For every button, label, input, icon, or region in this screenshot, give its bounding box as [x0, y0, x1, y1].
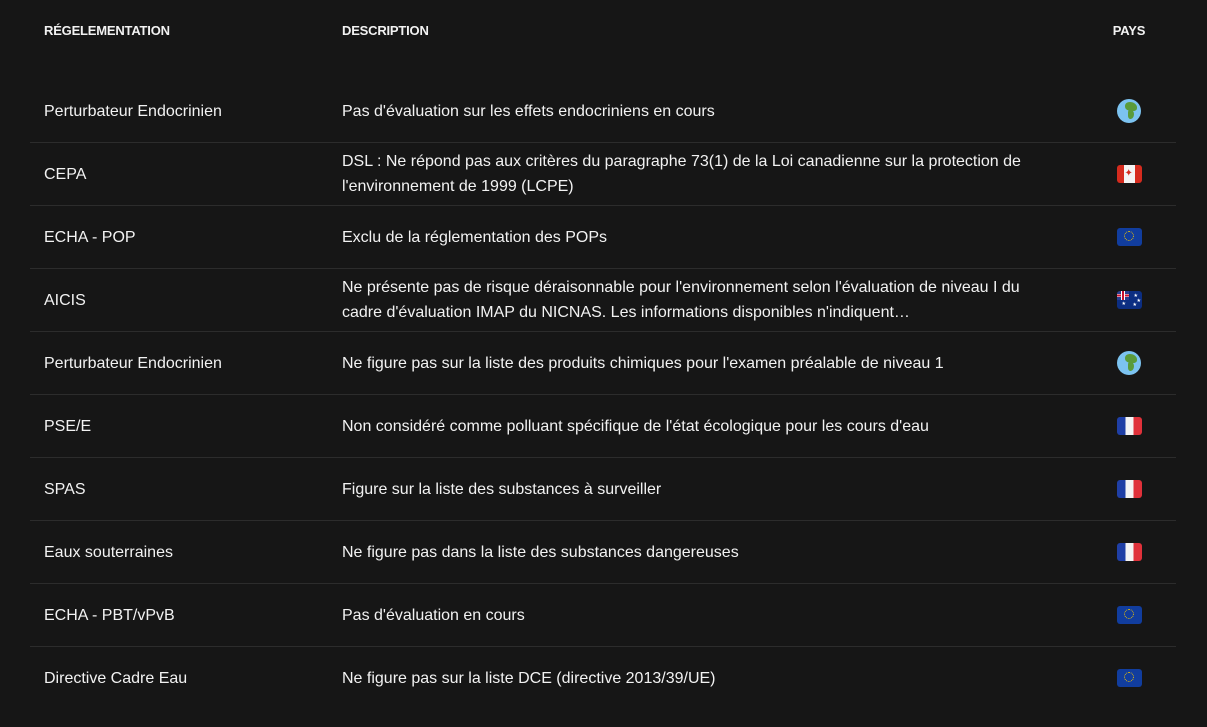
regulation-name: PSE/E	[44, 417, 92, 435]
regulation-description: Pas d'évaluation en cours	[342, 606, 525, 624]
regulation-description: DSL : Ne répond pas aux critères du paragraphe 73(1) de la Loi canadienne sur la protection de l'environnement de 1999 (LCPE)	[342, 153, 1021, 195]
regulation-name: Directive Cadre Eau	[44, 669, 188, 687]
regulation-description: Ne figure pas dans la liste des substances dangereuses	[342, 543, 739, 561]
header-country: PAYS	[1112, 22, 1146, 38]
regulation-name: ECHA - POP	[44, 228, 136, 246]
table-header	[30, 0, 1176, 70]
regulation-description: Ne figure pas sur la liste DCE (directive 2013/39/UE)	[342, 669, 716, 687]
country-cell	[1082, 351, 1176, 375]
regulation-name: SPAS	[44, 480, 86, 498]
regulation-description: Figure sur la liste des substances à surveiller	[342, 480, 662, 498]
table-row	[30, 584, 1176, 647]
country-cell	[1082, 165, 1176, 183]
regulations-table	[30, 0, 1176, 709]
globe-icon	[1117, 351, 1141, 375]
canada-flag-icon: ✦	[1117, 165, 1142, 183]
regulation-name: Perturbateur Endocrinien	[44, 354, 222, 372]
table-row	[30, 458, 1176, 521]
regulation-description: Ne figure pas sur la liste des produits chimiques pour l'examen préalable de niveau 1	[342, 354, 944, 372]
table-row	[30, 80, 1176, 143]
table-row	[30, 269, 1176, 332]
table-row	[30, 521, 1176, 584]
eu-flag-icon	[1117, 606, 1142, 624]
country-cell	[1082, 480, 1176, 498]
france-flag-icon	[1117, 480, 1142, 498]
eu-flag-icon	[1117, 228, 1142, 246]
table-row	[30, 395, 1176, 458]
header-description: DESCRIPTION	[342, 22, 429, 38]
regulation-description: Ne présente pas de risque déraisonnable pour l'environnement selon l'évaluation de niveau I du cadre d'évaluation IMAP du NICNAS. Les informations disponibles n'indiquent…	[342, 279, 1020, 321]
table-row	[30, 143, 1176, 206]
table-row	[30, 332, 1176, 395]
australia-flag-icon: ★ ★ ★ ★	[1117, 291, 1142, 309]
table-body	[30, 80, 1176, 709]
table-row	[30, 647, 1176, 709]
regulation-name: AICIS	[44, 291, 86, 309]
eu-flag-icon	[1117, 669, 1142, 687]
header-regulation: RÉGELEMENTATION	[44, 22, 170, 38]
country-cell	[1082, 417, 1176, 435]
country-cell	[1082, 99, 1176, 123]
regulation-name: Perturbateur Endocrinien	[44, 102, 222, 120]
country-cell	[1082, 228, 1176, 246]
regulation-description: Exclu de la réglementation des POPs	[342, 228, 608, 246]
regulation-name: ECHA - PBT/vPvB	[44, 606, 175, 624]
france-flag-icon	[1117, 543, 1142, 561]
country-cell	[1082, 291, 1176, 309]
regulation-name: Eaux souterraines	[44, 543, 173, 561]
table-row	[30, 206, 1176, 269]
france-flag-icon	[1117, 417, 1142, 435]
regulation-description: Pas d'évaluation sur les effets endocriniens en cours	[342, 102, 715, 120]
globe-icon	[1117, 99, 1141, 123]
regulation-name: CEPA	[44, 165, 87, 183]
country-cell	[1082, 543, 1176, 561]
country-cell	[1082, 606, 1176, 624]
country-cell	[1082, 669, 1176, 687]
regulation-description: Non considéré comme polluant spécifique de l'état écologique pour les cours d'eau	[342, 417, 929, 435]
